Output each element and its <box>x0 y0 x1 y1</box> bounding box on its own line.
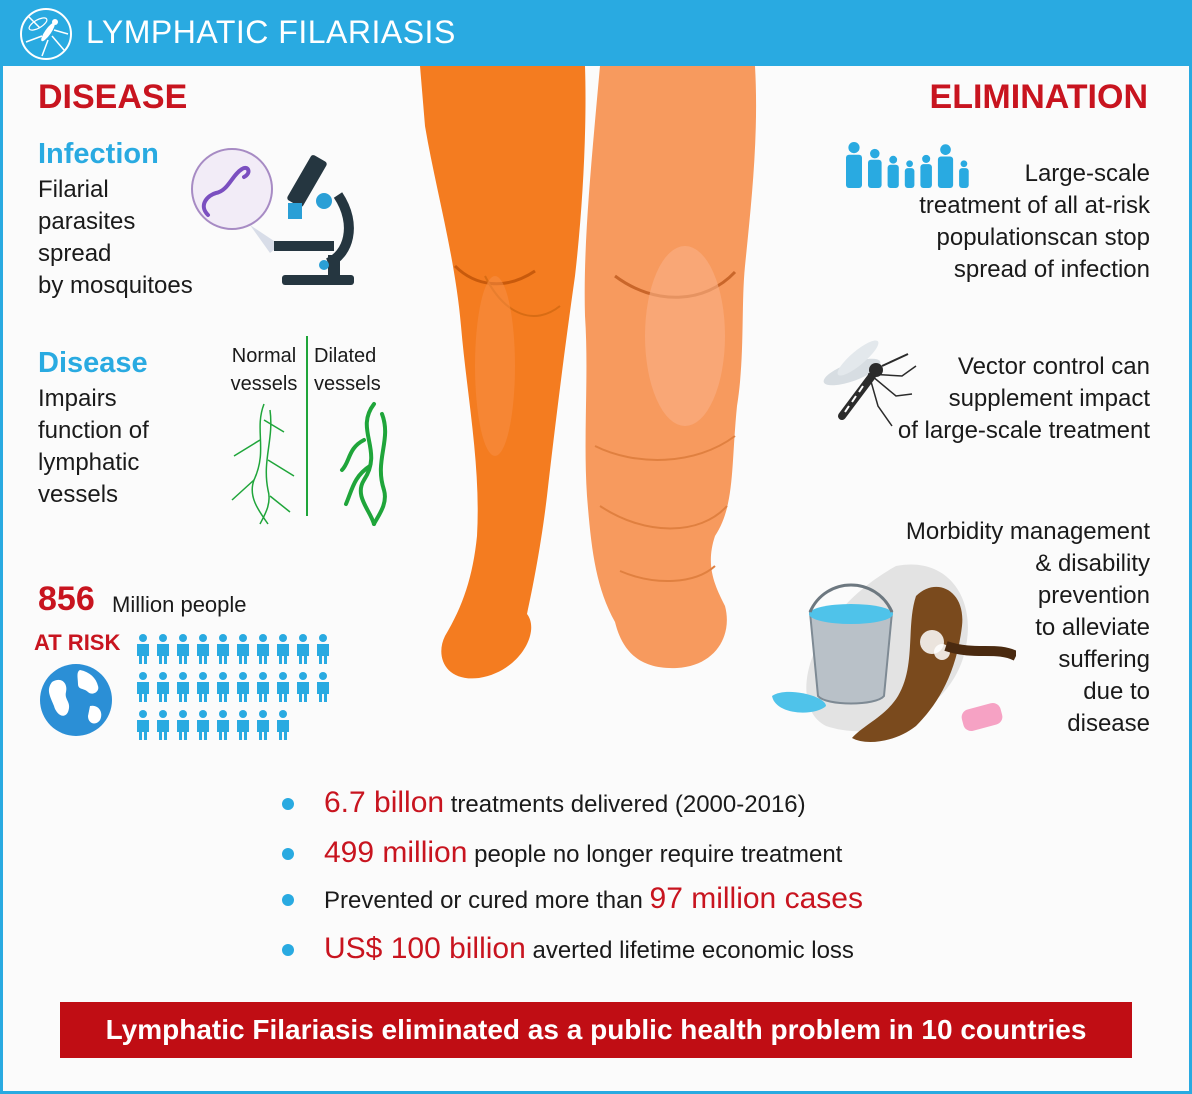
stat-highlight: 499 million <box>324 836 468 869</box>
person-icon <box>257 710 269 740</box>
bullet-dot <box>282 848 294 860</box>
person-icon <box>237 634 249 664</box>
infection-line: spread <box>38 240 112 267</box>
people-at-risk-grid <box>134 632 344 752</box>
person-icon <box>157 710 169 740</box>
person-icon <box>217 672 229 702</box>
person-icon <box>277 634 289 664</box>
bullet-dot <box>282 894 294 906</box>
person-icon <box>157 634 169 664</box>
morbidity-line: prevention <box>1037 582 1150 609</box>
vector-line: Vector control can <box>957 353 1150 380</box>
dilated-vessels-label <box>314 342 394 398</box>
stat-post: averted lifetime economic loss <box>525 937 854 964</box>
person-icon <box>197 634 209 664</box>
swollen-legs-illustration <box>415 66 775 686</box>
risk-unit: Million people <box>112 592 247 617</box>
person-icon <box>277 710 289 740</box>
microscope-icon <box>188 145 363 290</box>
treatment-line: spread of infection <box>953 256 1150 283</box>
person-icon <box>197 710 209 740</box>
disease-title: Disease <box>38 347 148 379</box>
person-icon <box>297 672 309 702</box>
stat-highlight: US$ 100 billion <box>324 932 526 965</box>
person-icon <box>177 634 189 664</box>
vector-line: of large-scale treatment <box>897 417 1150 444</box>
person-icon <box>257 672 269 702</box>
disease-line: lymphatic <box>38 449 140 476</box>
person-icon <box>197 672 209 702</box>
elimination-heading: ELIMINATION <box>929 78 1148 116</box>
dilated-label-line: Dilated <box>314 345 377 367</box>
disease-line: vessels <box>38 481 119 508</box>
person-icon <box>317 634 329 664</box>
vessels-illustration <box>224 400 404 530</box>
disease-line: Impairs <box>38 385 117 412</box>
normal-label-line: Normal <box>231 345 297 367</box>
leg-washing-illustration <box>766 556 1016 756</box>
dilated-label-line: vessels <box>314 373 381 395</box>
person-icon <box>257 634 269 664</box>
morbidity-line: due to <box>1083 678 1150 705</box>
vector-line: supplement impact <box>948 385 1150 412</box>
vector-text <box>840 351 1150 447</box>
infection-line: by mosquitoes <box>38 272 193 299</box>
disease-line: function of <box>38 417 149 444</box>
person-icon <box>217 710 229 740</box>
person-icon <box>237 672 249 702</box>
treatment-line: populationscan stop <box>936 224 1150 251</box>
person-icon <box>317 672 329 702</box>
infection-line: parasites <box>38 208 136 235</box>
disease-heading: DISEASE <box>38 78 188 116</box>
person-icon <box>177 672 189 702</box>
elimination-banner: Lymphatic Filariasis eliminated as a public health problem in 10 countries <box>60 1002 1132 1058</box>
morbidity-line: disease <box>1067 710 1150 737</box>
bullet-dot <box>282 798 294 810</box>
morbidity-line: & disability <box>1035 550 1150 577</box>
morbidity-line: to alleviate <box>1035 614 1150 641</box>
person-icon <box>137 710 149 740</box>
person-icon <box>137 634 149 664</box>
person-icon <box>217 634 229 664</box>
stat-post: people no longer require treatment <box>467 841 843 868</box>
stat-pre: Prevented or cured more than <box>324 887 650 914</box>
page-title: LYMPHATIC FILARIASIS <box>86 14 456 50</box>
stat-post: treatments delivered (2000-2016) <box>444 791 806 818</box>
normal-label-line: vessels <box>230 373 298 395</box>
risk-number: 856 <box>38 580 95 618</box>
stat-highlight: 97 million cases <box>649 882 863 915</box>
person-icon <box>297 634 309 664</box>
treatment-text <box>840 158 1150 286</box>
person-icon <box>177 710 189 740</box>
treatment-line: Large-scale <box>1024 160 1150 187</box>
infection-title: Infection <box>38 138 159 170</box>
infection-text <box>38 174 193 302</box>
person-icon <box>237 710 249 740</box>
globe-icon <box>38 662 114 738</box>
stat-row <box>282 836 842 870</box>
bullet-dot <box>282 944 294 956</box>
stat-row <box>282 932 854 966</box>
infection-line: Filarial <box>38 176 109 203</box>
person-icon <box>137 672 149 702</box>
person-icon <box>277 672 289 702</box>
stat-row <box>282 786 806 820</box>
morbidity-line: Morbidity management <box>905 518 1150 545</box>
disease-text <box>38 383 149 511</box>
normal-vessels-label <box>226 342 302 398</box>
stat-row <box>282 882 863 916</box>
morbidity-line: suffering <box>1058 646 1150 673</box>
treatment-line: treatment of all at-risk <box>919 192 1150 219</box>
mosquito-logo-icon <box>18 6 74 62</box>
stat-highlight: 6.7 billon <box>324 786 445 819</box>
person-icon <box>157 672 169 702</box>
header-bar <box>0 0 1192 66</box>
at-risk-label: AT RISK <box>34 630 121 655</box>
